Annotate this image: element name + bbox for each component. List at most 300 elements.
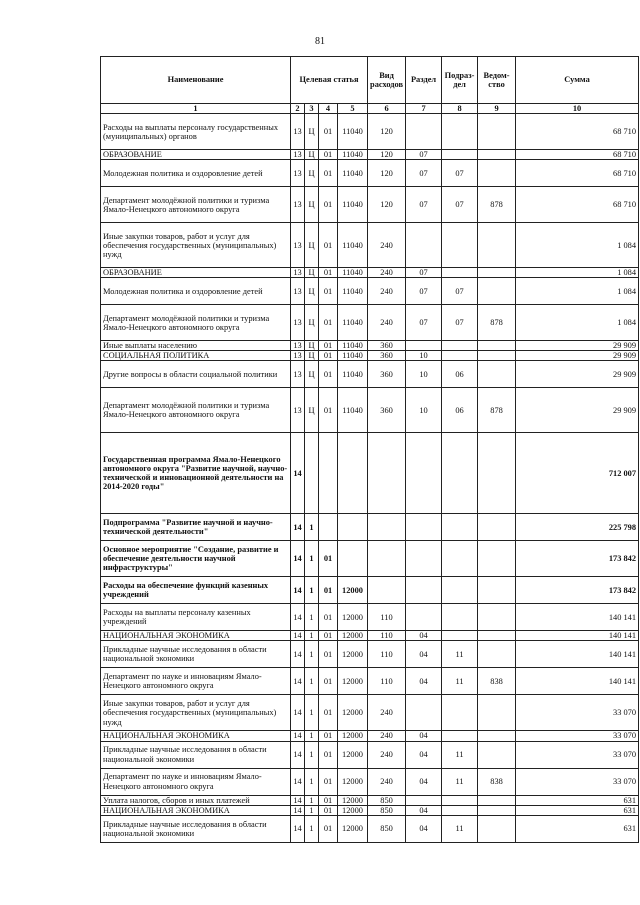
row-code-cell: 11040 bbox=[338, 223, 368, 268]
row-name-cell: Иные выплаты населению bbox=[101, 341, 291, 351]
row-code-cell: 11040 bbox=[338, 388, 368, 433]
column-index-row bbox=[101, 104, 639, 114]
row-code-cell: 04 bbox=[406, 631, 442, 641]
row-name-cell: ОБРАЗОВАНИЕ bbox=[101, 268, 291, 278]
row-code-cell: 1 bbox=[305, 768, 319, 795]
row-code-cell bbox=[478, 604, 516, 631]
row-code-cell bbox=[406, 541, 442, 577]
row-code-cell: 110 bbox=[368, 668, 406, 695]
row-code-cell: 110 bbox=[368, 604, 406, 631]
row-name-cell: Молодежная политика и оздоровление детей bbox=[101, 278, 291, 305]
row-code-cell: 360 bbox=[368, 341, 406, 351]
row-code-cell: 10 bbox=[406, 351, 442, 361]
row-code-cell bbox=[442, 541, 478, 577]
row-code-cell: 12000 bbox=[338, 641, 368, 668]
row-code-cell: 11040 bbox=[338, 361, 368, 388]
row-code-cell: 06 bbox=[442, 388, 478, 433]
row-name-cell: Департамент молодёжной политики и туризма Ямало-Ненецкого автономного округа bbox=[101, 187, 291, 223]
budget-table bbox=[100, 56, 639, 843]
row-code-cell bbox=[478, 577, 516, 604]
table-row bbox=[101, 805, 639, 815]
row-code-cell: 1 bbox=[305, 641, 319, 668]
row-code-cell bbox=[478, 541, 516, 577]
row-sum-cell: 140 141 bbox=[516, 668, 639, 695]
row-code-cell bbox=[478, 278, 516, 305]
col-index: 3 bbox=[305, 104, 319, 114]
row-code-cell bbox=[406, 223, 442, 268]
row-code-cell bbox=[368, 433, 406, 514]
row-sum-cell: 68 710 bbox=[516, 160, 639, 187]
row-code-cell: 01 bbox=[319, 631, 338, 641]
row-sum-cell: 140 141 bbox=[516, 641, 639, 668]
row-code-cell: 13 bbox=[291, 388, 305, 433]
table-row bbox=[101, 187, 639, 223]
row-code-cell: 13 bbox=[291, 268, 305, 278]
row-sum-cell: 29 909 bbox=[516, 351, 639, 361]
row-code-cell: 01 bbox=[319, 741, 338, 768]
row-code-cell: 01 bbox=[319, 351, 338, 361]
row-name-cell: Департамент молодёжной политики и туризма Ямало-Ненецкого автономного округа bbox=[101, 388, 291, 433]
row-code-cell bbox=[442, 805, 478, 815]
row-code-cell: 110 bbox=[368, 631, 406, 641]
row-code-cell: 850 bbox=[368, 815, 406, 842]
row-sum-cell: 68 710 bbox=[516, 150, 639, 160]
row-code-cell: 240 bbox=[368, 731, 406, 741]
row-code-cell: Ц bbox=[305, 341, 319, 351]
row-code-cell: 11040 bbox=[338, 351, 368, 361]
row-code-cell bbox=[478, 815, 516, 842]
row-name-cell: Иные закупки товаров, работ и услуг для обеспечения государственных (муниципальных) нужд bbox=[101, 695, 291, 731]
row-code-cell bbox=[368, 514, 406, 541]
row-code-cell: 360 bbox=[368, 361, 406, 388]
row-code-cell: 1 bbox=[305, 541, 319, 577]
row-code-cell bbox=[442, 341, 478, 351]
row-code-cell: 07 bbox=[442, 305, 478, 341]
table-row bbox=[101, 795, 639, 805]
row-code-cell: 04 bbox=[406, 815, 442, 842]
row-sum-cell: 631 bbox=[516, 815, 639, 842]
row-code-cell: 11 bbox=[442, 641, 478, 668]
row-code-cell: 04 bbox=[406, 641, 442, 668]
row-code-cell: 14 bbox=[291, 695, 305, 731]
row-sum-cell: 1 084 bbox=[516, 305, 639, 341]
row-code-cell bbox=[442, 150, 478, 160]
row-code-cell bbox=[478, 433, 516, 514]
row-code-cell bbox=[442, 351, 478, 361]
row-code-cell bbox=[442, 631, 478, 641]
row-name-cell: Другие вопросы в области социальной политики bbox=[101, 361, 291, 388]
row-code-cell bbox=[338, 541, 368, 577]
row-code-cell bbox=[338, 514, 368, 541]
row-code-cell: 01 bbox=[319, 604, 338, 631]
row-code-cell: 11040 bbox=[338, 341, 368, 351]
row-code-cell: 01 bbox=[319, 305, 338, 341]
row-code-cell bbox=[478, 223, 516, 268]
row-sum-cell: 631 bbox=[516, 795, 639, 805]
row-code-cell: 240 bbox=[368, 741, 406, 768]
row-code-cell bbox=[442, 795, 478, 805]
row-sum-cell: 1 084 bbox=[516, 268, 639, 278]
row-code-cell bbox=[478, 341, 516, 351]
table-row bbox=[101, 604, 639, 631]
row-code-cell: 01 bbox=[319, 577, 338, 604]
row-code-cell: 04 bbox=[406, 741, 442, 768]
row-code-cell bbox=[478, 361, 516, 388]
row-code-cell bbox=[368, 577, 406, 604]
row-code-cell: Ц bbox=[305, 268, 319, 278]
col-index: 10 bbox=[516, 104, 639, 114]
row-code-cell bbox=[478, 514, 516, 541]
col-index: 6 bbox=[368, 104, 406, 114]
row-code-cell: 120 bbox=[368, 150, 406, 160]
row-name-cell: СОЦИАЛЬНАЯ ПОЛИТИКА bbox=[101, 351, 291, 361]
table-row bbox=[101, 114, 639, 150]
table-row bbox=[101, 514, 639, 541]
row-code-cell: 13 bbox=[291, 114, 305, 150]
page-number: 81 bbox=[315, 36, 325, 47]
row-code-cell: 11040 bbox=[338, 268, 368, 278]
row-name-cell: Департамент по науке и инновациям Ямало-Ненецкого автономного округа bbox=[101, 768, 291, 795]
header-podrazdel: Подраз-дел bbox=[442, 57, 478, 104]
table-row bbox=[101, 351, 639, 361]
row-code-cell: 01 bbox=[319, 641, 338, 668]
row-code-cell: 13 bbox=[291, 187, 305, 223]
row-sum-cell: 33 070 bbox=[516, 768, 639, 795]
row-sum-cell: 33 070 bbox=[516, 731, 639, 741]
row-code-cell: 04 bbox=[406, 731, 442, 741]
row-name-cell: Иные закупки товаров, работ и услуг для обеспечения государственных (муниципальных) нужд bbox=[101, 223, 291, 268]
row-code-cell: 14 bbox=[291, 741, 305, 768]
row-code-cell: 14 bbox=[291, 604, 305, 631]
row-code-cell bbox=[442, 577, 478, 604]
row-name-cell: НАЦИОНАЛЬНАЯ ЭКОНОМИКА bbox=[101, 805, 291, 815]
row-code-cell: 1 bbox=[305, 695, 319, 731]
table-header-row bbox=[101, 57, 639, 104]
row-code-cell: 01 bbox=[319, 731, 338, 741]
row-code-cell: 120 bbox=[368, 187, 406, 223]
row-code-cell: 04 bbox=[406, 668, 442, 695]
row-name-cell: Расходы на обеспечение функций казенных учреждений bbox=[101, 577, 291, 604]
row-code-cell: 07 bbox=[406, 268, 442, 278]
row-code-cell bbox=[442, 223, 478, 268]
row-code-cell: 11040 bbox=[338, 187, 368, 223]
header-summa: Сумма bbox=[516, 57, 639, 104]
header-vedomstvo: Ведом-ство bbox=[478, 57, 516, 104]
row-code-cell: 14 bbox=[291, 768, 305, 795]
row-code-cell: 07 bbox=[406, 305, 442, 341]
row-name-cell: Подпрограмма "Развитие научной и научно-технической деятельности" bbox=[101, 514, 291, 541]
row-sum-cell: 173 842 bbox=[516, 577, 639, 604]
row-code-cell: 12000 bbox=[338, 695, 368, 731]
row-code-cell bbox=[406, 795, 442, 805]
row-code-cell: 13 bbox=[291, 351, 305, 361]
row-code-cell bbox=[478, 741, 516, 768]
row-code-cell: 240 bbox=[368, 695, 406, 731]
row-code-cell: Ц bbox=[305, 305, 319, 341]
row-code-cell: 14 bbox=[291, 805, 305, 815]
row-sum-cell: 225 798 bbox=[516, 514, 639, 541]
row-code-cell: 14 bbox=[291, 731, 305, 741]
row-code-cell: 07 bbox=[442, 160, 478, 187]
row-code-cell: 04 bbox=[406, 768, 442, 795]
row-code-cell: 01 bbox=[319, 795, 338, 805]
table-row bbox=[101, 278, 639, 305]
row-code-cell: 11 bbox=[442, 815, 478, 842]
row-code-cell: 14 bbox=[291, 631, 305, 641]
row-code-cell: 11040 bbox=[338, 160, 368, 187]
col-index: 7 bbox=[406, 104, 442, 114]
table-row bbox=[101, 695, 639, 731]
row-code-cell: 04 bbox=[406, 805, 442, 815]
row-code-cell: 838 bbox=[478, 768, 516, 795]
row-code-cell bbox=[319, 514, 338, 541]
row-code-cell: 12000 bbox=[338, 604, 368, 631]
row-code-cell: 240 bbox=[368, 223, 406, 268]
row-sum-cell: 33 070 bbox=[516, 695, 639, 731]
col-index: 2 bbox=[291, 104, 305, 114]
row-name-cell: Прикладные научные исследования в области национальной экономики bbox=[101, 815, 291, 842]
row-code-cell: 11040 bbox=[338, 150, 368, 160]
row-code-cell bbox=[478, 641, 516, 668]
row-sum-cell: 1 084 bbox=[516, 278, 639, 305]
row-code-cell: 07 bbox=[406, 150, 442, 160]
row-code-cell: 1 bbox=[305, 668, 319, 695]
row-code-cell: 12000 bbox=[338, 731, 368, 741]
row-code-cell bbox=[368, 541, 406, 577]
row-code-cell: 120 bbox=[368, 114, 406, 150]
col-index: 8 bbox=[442, 104, 478, 114]
row-code-cell: 110 bbox=[368, 641, 406, 668]
row-code-cell: 14 bbox=[291, 641, 305, 668]
header-target: Целевая статья bbox=[291, 57, 368, 104]
row-code-cell: 13 bbox=[291, 223, 305, 268]
table-row bbox=[101, 741, 639, 768]
row-code-cell: Ц bbox=[305, 351, 319, 361]
table-row bbox=[101, 433, 639, 514]
row-code-cell: 07 bbox=[406, 160, 442, 187]
table-row bbox=[101, 150, 639, 160]
table-row bbox=[101, 268, 639, 278]
row-code-cell: 14 bbox=[291, 433, 305, 514]
table-row bbox=[101, 388, 639, 433]
row-code-cell: 06 bbox=[442, 361, 478, 388]
row-code-cell: 12000 bbox=[338, 577, 368, 604]
row-code-cell: 1 bbox=[305, 815, 319, 842]
row-name-cell: Молодежная политика и оздоровление детей bbox=[101, 160, 291, 187]
row-code-cell: 13 bbox=[291, 361, 305, 388]
row-code-cell: Ц bbox=[305, 187, 319, 223]
row-code-cell: Ц bbox=[305, 278, 319, 305]
row-code-cell: 1 bbox=[305, 731, 319, 741]
col-index: 4 bbox=[319, 104, 338, 114]
row-code-cell: 01 bbox=[319, 268, 338, 278]
row-code-cell: 1 bbox=[305, 514, 319, 541]
row-code-cell: 13 bbox=[291, 341, 305, 351]
row-code-cell: 11 bbox=[442, 741, 478, 768]
row-code-cell: 1 bbox=[305, 577, 319, 604]
row-code-cell: 12000 bbox=[338, 795, 368, 805]
row-code-cell bbox=[442, 114, 478, 150]
row-code-cell: 13 bbox=[291, 305, 305, 341]
row-code-cell: 850 bbox=[368, 805, 406, 815]
row-sum-cell: 33 070 bbox=[516, 741, 639, 768]
row-sum-cell: 173 842 bbox=[516, 541, 639, 577]
row-name-cell: Департамент по науке и инновациям Ямало-Ненецкого автономного округа bbox=[101, 668, 291, 695]
row-code-cell: 01 bbox=[319, 541, 338, 577]
row-code-cell bbox=[442, 604, 478, 631]
row-code-cell bbox=[305, 433, 319, 514]
row-code-cell: 14 bbox=[291, 815, 305, 842]
table-row bbox=[101, 641, 639, 668]
row-code-cell bbox=[319, 433, 338, 514]
row-code-cell bbox=[478, 795, 516, 805]
row-name-cell: Государственная программа Ямало-Ненецкого автономного округа "Развитие научной, научно-технической и инновационной деятельности на 2014-2020 годы" bbox=[101, 433, 291, 514]
row-code-cell: 1 bbox=[305, 795, 319, 805]
row-code-cell: 01 bbox=[319, 815, 338, 842]
row-code-cell: 12000 bbox=[338, 815, 368, 842]
row-code-cell: 10 bbox=[406, 361, 442, 388]
row-code-cell: Ц bbox=[305, 388, 319, 433]
row-code-cell: Ц bbox=[305, 160, 319, 187]
row-sum-cell: 29 909 bbox=[516, 361, 639, 388]
row-name-cell: Прикладные научные исследования в области национальной экономики bbox=[101, 641, 291, 668]
row-code-cell: 01 bbox=[319, 768, 338, 795]
row-code-cell: Ц bbox=[305, 223, 319, 268]
row-sum-cell: 631 bbox=[516, 805, 639, 815]
row-code-cell: 14 bbox=[291, 795, 305, 805]
row-code-cell: 07 bbox=[442, 187, 478, 223]
row-code-cell: 07 bbox=[442, 278, 478, 305]
table-row bbox=[101, 305, 639, 341]
row-code-cell: 1 bbox=[305, 741, 319, 768]
row-code-cell bbox=[442, 695, 478, 731]
row-code-cell: 120 bbox=[368, 160, 406, 187]
row-name-cell: Основное мероприятие "Создание, развитие и обеспечение деятельности научной инфраструктуры" bbox=[101, 541, 291, 577]
row-code-cell: 01 bbox=[319, 695, 338, 731]
row-code-cell: 01 bbox=[319, 187, 338, 223]
table-body bbox=[101, 114, 639, 843]
row-code-cell: 14 bbox=[291, 668, 305, 695]
row-code-cell: 11040 bbox=[338, 305, 368, 341]
row-code-cell: 1 bbox=[305, 631, 319, 641]
row-sum-cell: 140 141 bbox=[516, 604, 639, 631]
row-code-cell: 240 bbox=[368, 305, 406, 341]
row-code-cell: 14 bbox=[291, 541, 305, 577]
row-code-cell: 12000 bbox=[338, 768, 368, 795]
row-code-cell: 01 bbox=[319, 223, 338, 268]
row-code-cell bbox=[478, 268, 516, 278]
row-sum-cell: 140 141 bbox=[516, 631, 639, 641]
row-code-cell bbox=[406, 577, 442, 604]
row-code-cell: 1 bbox=[305, 805, 319, 815]
row-code-cell: 838 bbox=[478, 668, 516, 695]
col-index: 9 bbox=[478, 104, 516, 114]
row-code-cell: 13 bbox=[291, 278, 305, 305]
row-code-cell: 360 bbox=[368, 388, 406, 433]
row-sum-cell: 29 909 bbox=[516, 341, 639, 351]
table-row bbox=[101, 815, 639, 842]
row-code-cell: Ц bbox=[305, 150, 319, 160]
row-name-cell: Расходы на выплаты персоналу казенных учреждений bbox=[101, 604, 291, 631]
table-row bbox=[101, 361, 639, 388]
row-sum-cell: 712 007 bbox=[516, 433, 639, 514]
table-row bbox=[101, 160, 639, 187]
row-code-cell: 13 bbox=[291, 150, 305, 160]
row-code-cell bbox=[406, 341, 442, 351]
row-code-cell: 240 bbox=[368, 268, 406, 278]
row-code-cell: 11 bbox=[442, 668, 478, 695]
row-code-cell: 01 bbox=[319, 278, 338, 305]
row-code-cell: 11040 bbox=[338, 278, 368, 305]
row-code-cell bbox=[406, 695, 442, 731]
row-code-cell: 01 bbox=[319, 341, 338, 351]
row-code-cell: 240 bbox=[368, 768, 406, 795]
row-code-cell: 878 bbox=[478, 305, 516, 341]
row-code-cell: 850 bbox=[368, 795, 406, 805]
header-razdel: Раздел bbox=[406, 57, 442, 104]
row-code-cell: 11040 bbox=[338, 114, 368, 150]
row-code-cell: 01 bbox=[319, 388, 338, 433]
row-sum-cell: 68 710 bbox=[516, 187, 639, 223]
row-code-cell: 07 bbox=[406, 187, 442, 223]
row-code-cell: 01 bbox=[319, 805, 338, 815]
row-name-cell: Прикладные научные исследования в области национальной экономики bbox=[101, 741, 291, 768]
row-code-cell: 240 bbox=[368, 278, 406, 305]
table-row bbox=[101, 223, 639, 268]
row-code-cell bbox=[478, 114, 516, 150]
row-sum-cell: 1 084 bbox=[516, 223, 639, 268]
row-code-cell bbox=[442, 514, 478, 541]
row-code-cell: Ц bbox=[305, 361, 319, 388]
row-code-cell bbox=[478, 695, 516, 731]
row-code-cell: 878 bbox=[478, 388, 516, 433]
row-code-cell: 01 bbox=[319, 668, 338, 695]
row-name-cell: Расходы на выплаты персоналу государственных (муниципальных) органов bbox=[101, 114, 291, 150]
row-code-cell: 878 bbox=[478, 187, 516, 223]
row-name-cell: Департамент молодёжной политики и туризма Ямало-Ненецкого автономного округа bbox=[101, 305, 291, 341]
header-name: Наименование bbox=[101, 57, 291, 104]
row-code-cell bbox=[442, 731, 478, 741]
row-code-cell: 01 bbox=[319, 114, 338, 150]
row-code-cell bbox=[406, 433, 442, 514]
row-code-cell: 14 bbox=[291, 514, 305, 541]
row-code-cell bbox=[478, 631, 516, 641]
row-code-cell bbox=[478, 351, 516, 361]
col-index: 1 bbox=[101, 104, 291, 114]
table-row bbox=[101, 668, 639, 695]
row-code-cell: 12000 bbox=[338, 741, 368, 768]
row-code-cell bbox=[478, 150, 516, 160]
row-code-cell bbox=[478, 160, 516, 187]
table-row bbox=[101, 577, 639, 604]
row-code-cell bbox=[442, 433, 478, 514]
row-code-cell: 10 bbox=[406, 388, 442, 433]
row-code-cell: 07 bbox=[406, 278, 442, 305]
row-sum-cell: 68 710 bbox=[516, 114, 639, 150]
row-code-cell: 11 bbox=[442, 768, 478, 795]
row-name-cell: НАЦИОНАЛЬНАЯ ЭКОНОМИКА bbox=[101, 731, 291, 741]
row-code-cell bbox=[406, 514, 442, 541]
row-name-cell: Уплата налогов, сборов и иных платежей bbox=[101, 795, 291, 805]
table-row bbox=[101, 631, 639, 641]
row-code-cell: 01 bbox=[319, 160, 338, 187]
row-code-cell: 12000 bbox=[338, 805, 368, 815]
row-code-cell: 12000 bbox=[338, 668, 368, 695]
row-code-cell: 01 bbox=[319, 361, 338, 388]
row-code-cell: 01 bbox=[319, 150, 338, 160]
row-code-cell bbox=[406, 114, 442, 150]
table-row bbox=[101, 341, 639, 351]
